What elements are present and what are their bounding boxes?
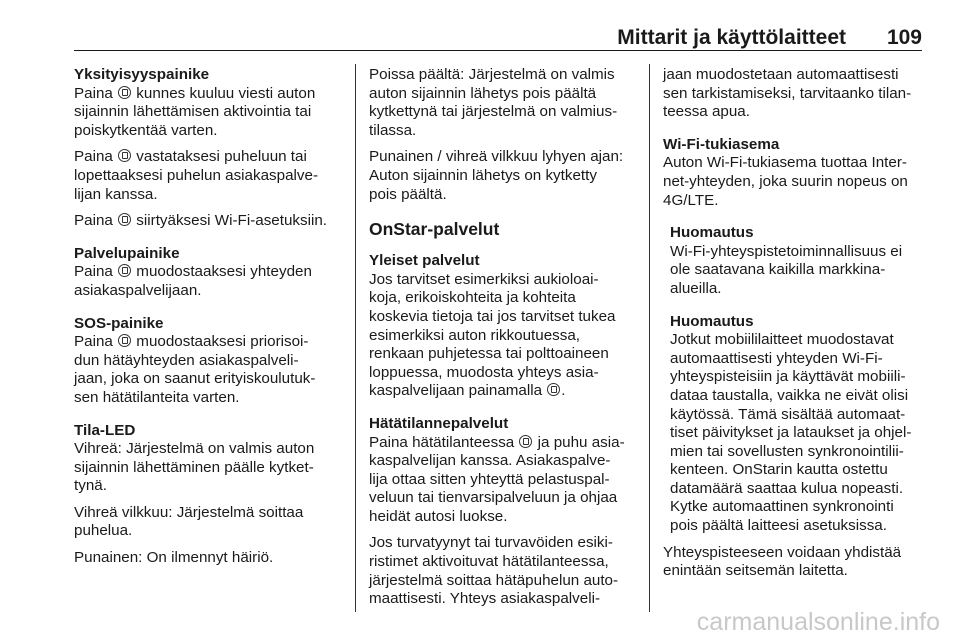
onstar-button-icon	[118, 264, 131, 277]
subheading	[74, 245, 342, 264]
text-line: pois päältä laitteesi asetuksissa.	[670, 517, 887, 535]
text-line: Vihreä: Järjestelmä on valmis auton	[74, 440, 315, 458]
text-line: veluun tai tienvarsipalveluun ja ohjaa	[369, 489, 618, 507]
text-line: heidät autosi luokse.	[369, 507, 508, 525]
text-line: Palvelupainike	[74, 244, 180, 262]
text-line: auton sijainnin lähetys pois päältä	[369, 84, 597, 102]
text-line: Jos tarvitset esimerkiksi aukioloai-	[369, 270, 599, 288]
paragraph	[74, 85, 342, 141]
text-line: lija ottaa sitten yhteyttä pelastuspal-	[369, 470, 610, 488]
text-line: OnStar-palvelut	[369, 219, 500, 240]
text-line: lijan kanssa.	[74, 185, 158, 203]
text-column-1	[74, 66, 342, 607]
text-line: Paina siirtyäksesi Wi-Fi-asetuksiin.	[74, 212, 328, 230]
subheading	[74, 422, 342, 441]
onstar-button-icon	[118, 213, 131, 226]
text-line: Punainen: On ilmennyt häiriö.	[74, 549, 274, 567]
text-line: datamäärä saattaa kulua nopeasti.	[670, 479, 904, 497]
header-rule	[74, 50, 922, 51]
subheading	[74, 66, 342, 85]
text-line: tiset päivitykset ja lataukset ja ohjel-	[670, 424, 912, 442]
text-line: lopettaaksesi puhelun asiakaspalve-	[74, 166, 319, 184]
text-line: pois päältä.	[369, 185, 447, 203]
text-line: Jos turvatyynyt tai turvavöiden esiki-	[369, 534, 613, 552]
text-line: Wi-Fi-tukiasema	[663, 135, 780, 153]
onstar-button-icon	[118, 149, 131, 162]
text-line: Paina muodostaaksesi yhteyden	[74, 263, 312, 281]
text-line: maattisesti. Yhteys asiakaspalveli-	[369, 590, 601, 608]
text-line: Jotkut mobiililaitteet muodostavat	[670, 331, 894, 349]
text-line: SOS-painike	[74, 314, 164, 332]
text-line: Paina vastataksesi puheluun tai	[74, 148, 307, 166]
text-line: Vihreä vilkkuu: Järjestelmä soittaa	[74, 503, 304, 521]
text-line: Paina hätätilanteessa ja puhu asia-	[369, 433, 625, 451]
text-line: Kytke automaattinen synkronointi	[670, 498, 894, 516]
text-line: poiskytkentää varten.	[74, 121, 218, 139]
paragraph	[663, 544, 928, 581]
text-line: Paina kunnes kuuluu viesti auton	[74, 84, 316, 102]
text-column-3	[663, 66, 928, 607]
paragraph	[663, 66, 928, 122]
text-line: Punainen / vihreä vilkkuu lyhyen ajan:	[369, 148, 624, 166]
paragraph	[369, 66, 635, 140]
text-line: ole saatavana kaikilla markkina-	[670, 261, 886, 279]
note-heading	[670, 224, 928, 243]
text-line: renkaan puhjetessa tai polttoaineen	[369, 345, 609, 363]
onstar-button-icon	[118, 86, 131, 99]
text-line: koskevia tietoja tai jos tarvitset tukea	[369, 307, 616, 325]
paragraph	[74, 212, 342, 231]
text-line: Wi-Fi-yhteyspistetoiminnallisuus ei	[670, 242, 903, 260]
subheading	[663, 136, 928, 155]
text-line: tynä.	[74, 477, 107, 495]
paragraph	[74, 263, 342, 300]
text-line: järjestelmä soittaa hätäpuhelun auto-	[369, 571, 619, 589]
text-line: Auton Wi-Fi-tukiasema tuottaa Inter-	[663, 154, 907, 172]
text-line: jaan muodostetaan automaattisesti	[663, 66, 899, 83]
text-line: Yksityisyyspainike	[74, 66, 210, 83]
page-number: 109	[886, 26, 922, 49]
paragraph	[663, 154, 928, 210]
text-line: tilassa.	[369, 121, 417, 139]
text-line: net-yhteyden, joka suurin nopeus on	[663, 172, 908, 190]
text-line: asiakaspalvelijaan.	[74, 281, 202, 299]
subheading	[74, 315, 342, 334]
text-line: kaspalvelijaan painamalla .	[369, 382, 566, 400]
text-line: kaspalvelijan kanssa. Asiakaspalve-	[369, 452, 611, 470]
paragraph	[369, 434, 635, 527]
text-line: puhelua.	[74, 522, 133, 540]
note-text	[670, 331, 928, 536]
paragraph	[74, 333, 342, 407]
column-divider-2	[649, 64, 650, 612]
text-line: mien tai sovellusten synkronointilii-	[670, 442, 904, 460]
text-line: koja, erikoiskohteita ja kohteita	[369, 289, 576, 307]
page-header	[74, 22, 922, 50]
paragraph	[74, 440, 342, 496]
text-line: Paina muodostaaksesi priorisoi-	[74, 333, 309, 351]
paragraph	[369, 534, 635, 608]
text-line: dun hätäyhteyden asiakaspalveli-	[74, 351, 299, 369]
watermark: carmanualsonline.info	[696, 608, 940, 636]
paragraph	[74, 504, 342, 541]
onstar-button-icon	[118, 334, 131, 347]
paragraph	[369, 271, 635, 401]
chapter-title: Mittarit ja käyttölaitteet	[617, 26, 846, 49]
text-line: Hätätilannepalvelut	[369, 414, 509, 432]
text-line: Huomautus	[670, 312, 754, 330]
text-line: sen hätätilanteita varten.	[74, 388, 240, 406]
text-line: automaattisesti yhteyden Wi-Fi-	[670, 349, 883, 367]
text-line: Yleiset palvelut	[369, 252, 480, 270]
text-line: teessa apua.	[663, 103, 750, 121]
paragraph	[74, 148, 342, 204]
text-line: Huomautus	[670, 224, 754, 242]
text-line: 4G/LTE.	[663, 191, 719, 209]
note-heading	[670, 313, 928, 332]
text-line: sijainnin lähettäminen päälle kytket-	[74, 458, 314, 476]
section-heading	[369, 218, 635, 240]
text-line: esimerkiksi auton rikkoutuessa,	[369, 326, 581, 344]
note-text	[670, 243, 928, 299]
text-line: käytössä. Tämä sisältää automaat-	[670, 405, 906, 423]
text-line: loppuessa, muodosta yhteys asia-	[369, 363, 599, 381]
text-line: ristimet aktivoituvat hätätilanteessa,	[369, 553, 609, 571]
text-line: sijainnin lähettämisen aktivointia tai	[74, 103, 312, 121]
text-line: dataa taustalla, vaikka ne eivät olisi	[670, 386, 909, 404]
text-column-2	[369, 66, 635, 607]
text-line: Poissa päältä: Järjestelmä on valmis	[369, 66, 615, 83]
onstar-button-icon	[547, 383, 560, 396]
onstar-button-icon	[519, 435, 532, 448]
text-line: Auton sijainnin lähetys on kytketty	[369, 166, 597, 184]
paragraph	[74, 549, 342, 568]
paragraph	[369, 148, 635, 204]
column-divider-1	[355, 64, 356, 612]
text-line: Yhteyspisteeseen voidaan yhdistää	[663, 543, 902, 561]
text-line: kytkettynä tai järjestelmä on valmius-	[369, 103, 618, 121]
text-line: Tila-LED	[74, 421, 136, 439]
text-line: kenteen. OnStarin kautta ostettu	[670, 461, 888, 479]
text-line: yhteyspisteisiin ja käyttävät mobiili-	[670, 368, 906, 386]
subheading	[369, 415, 635, 434]
text-line: enintään seitsemän laitetta.	[663, 562, 848, 580]
subheading	[369, 252, 635, 271]
text-line: jaan, joka on saanut erityiskoulutuk-	[74, 370, 316, 388]
text-line: sen tarkistamiseksi, tarvitaanko tilan-	[663, 84, 912, 102]
text-line: alueilla.	[670, 279, 722, 297]
